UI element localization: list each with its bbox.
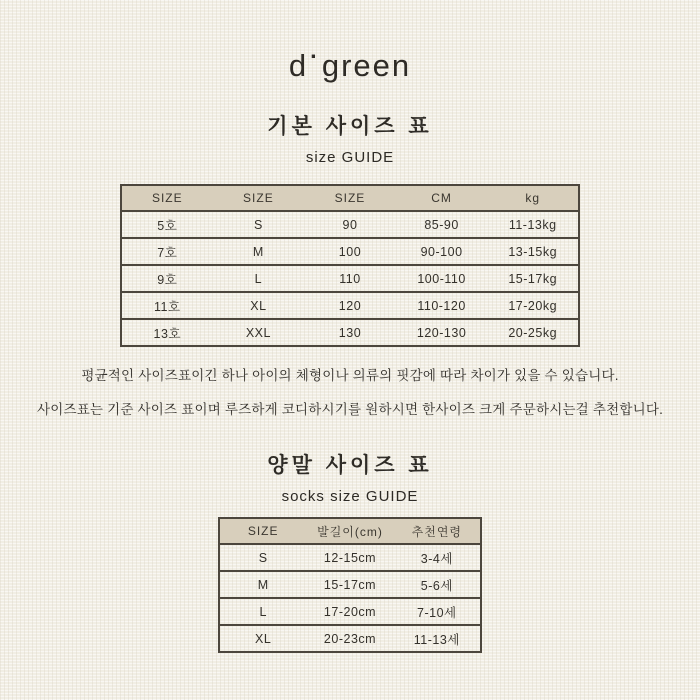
main-size-title-korean: 기본 사이즈 표 <box>267 115 433 138</box>
table-cell: XL <box>213 292 305 319</box>
table-row <box>121 211 579 238</box>
table-cell: 13호 <box>121 319 213 346</box>
table-cell: 5-6세 <box>394 571 481 598</box>
table-cell: 13-15kg <box>487 238 579 265</box>
main-size-title-english: size GUIDE <box>305 149 395 166</box>
table-row <box>121 292 579 319</box>
table-cell: 110 <box>304 265 396 292</box>
table-cell: 17-20cm <box>306 598 393 625</box>
table-cell: S <box>213 211 305 238</box>
table-cell: 120 <box>304 292 396 319</box>
main-size-table <box>120 184 580 347</box>
table-cell: 11-13세 <box>394 625 481 652</box>
table-cell: 20-25kg <box>487 319 579 346</box>
table-cell: 90-100 <box>396 238 488 265</box>
table-cell: S <box>219 544 306 571</box>
table-cell: 9호 <box>121 265 213 292</box>
table-cell: XXL <box>213 319 305 346</box>
table-row <box>121 238 579 265</box>
table-cell: 11-13kg <box>487 211 579 238</box>
table-cell: XL <box>219 625 306 652</box>
table-cell: 110-120 <box>396 292 488 319</box>
table-cell: 20-23cm <box>306 625 393 652</box>
table-cell: 90 <box>304 211 396 238</box>
table-cell: 5호 <box>121 211 213 238</box>
table-cell: M <box>219 571 306 598</box>
size-note-line-1: 평균적인 사이즈표이긴 하나 아이의 체형이나 의류의 핏감에 따라 차이가 있을 수 있습니다. <box>81 368 619 383</box>
table-cell: 15-17kg <box>487 265 579 292</box>
logo-text-prefix: d <box>288 48 309 83</box>
table-cell: M <box>213 238 305 265</box>
table-row <box>219 598 481 625</box>
table-cell: L <box>213 265 305 292</box>
table-cell: 120-130 <box>396 319 488 346</box>
socks-table-header-row <box>219 518 481 544</box>
table-cell: 7호 <box>121 238 213 265</box>
header-cell: SIZE <box>213 185 305 211</box>
table-cell: 100 <box>304 238 396 265</box>
header-cell: SIZE <box>304 185 396 211</box>
table-cell: 12-15cm <box>306 544 393 571</box>
header-cell: CM <box>396 185 488 211</box>
header-cell: SIZE <box>121 185 213 211</box>
header-cell: 발길이(cm) <box>306 518 393 544</box>
header-cell: kg <box>487 185 579 211</box>
table-cell: 3-4세 <box>394 544 481 571</box>
socks-size-title-korean: 양말 사이즈 표 <box>267 454 433 477</box>
logo-text-suffix: green <box>321 48 412 83</box>
table-row <box>219 544 481 571</box>
table-row <box>121 319 579 346</box>
logo-dot-icon: · <box>310 42 320 69</box>
main-table-header-row <box>121 185 579 211</box>
table-cell: 7-10세 <box>394 598 481 625</box>
table-row <box>219 571 481 598</box>
socks-size-table <box>218 517 482 653</box>
header-cell: SIZE <box>219 518 306 544</box>
table-cell: 85-90 <box>396 211 488 238</box>
socks-size-title-english: socks size GUIDE <box>281 488 419 505</box>
header-cell: 추천연령 <box>394 518 481 544</box>
table-cell: 15-17cm <box>306 571 393 598</box>
brand-logo <box>288 42 412 84</box>
table-cell: 11호 <box>121 292 213 319</box>
size-note-line-2: 사이즈표는 기준 사이즈 표이며 루즈하게 코디하시기를 원하시면 한사이즈 크게 주문하시는걸 추천합니다. <box>36 402 664 417</box>
table-cell: 17-20kg <box>487 292 579 319</box>
table-cell: L <box>219 598 306 625</box>
table-cell: 100-110 <box>396 265 488 292</box>
table-cell: 130 <box>304 319 396 346</box>
table-row <box>121 265 579 292</box>
table-row <box>219 625 481 652</box>
